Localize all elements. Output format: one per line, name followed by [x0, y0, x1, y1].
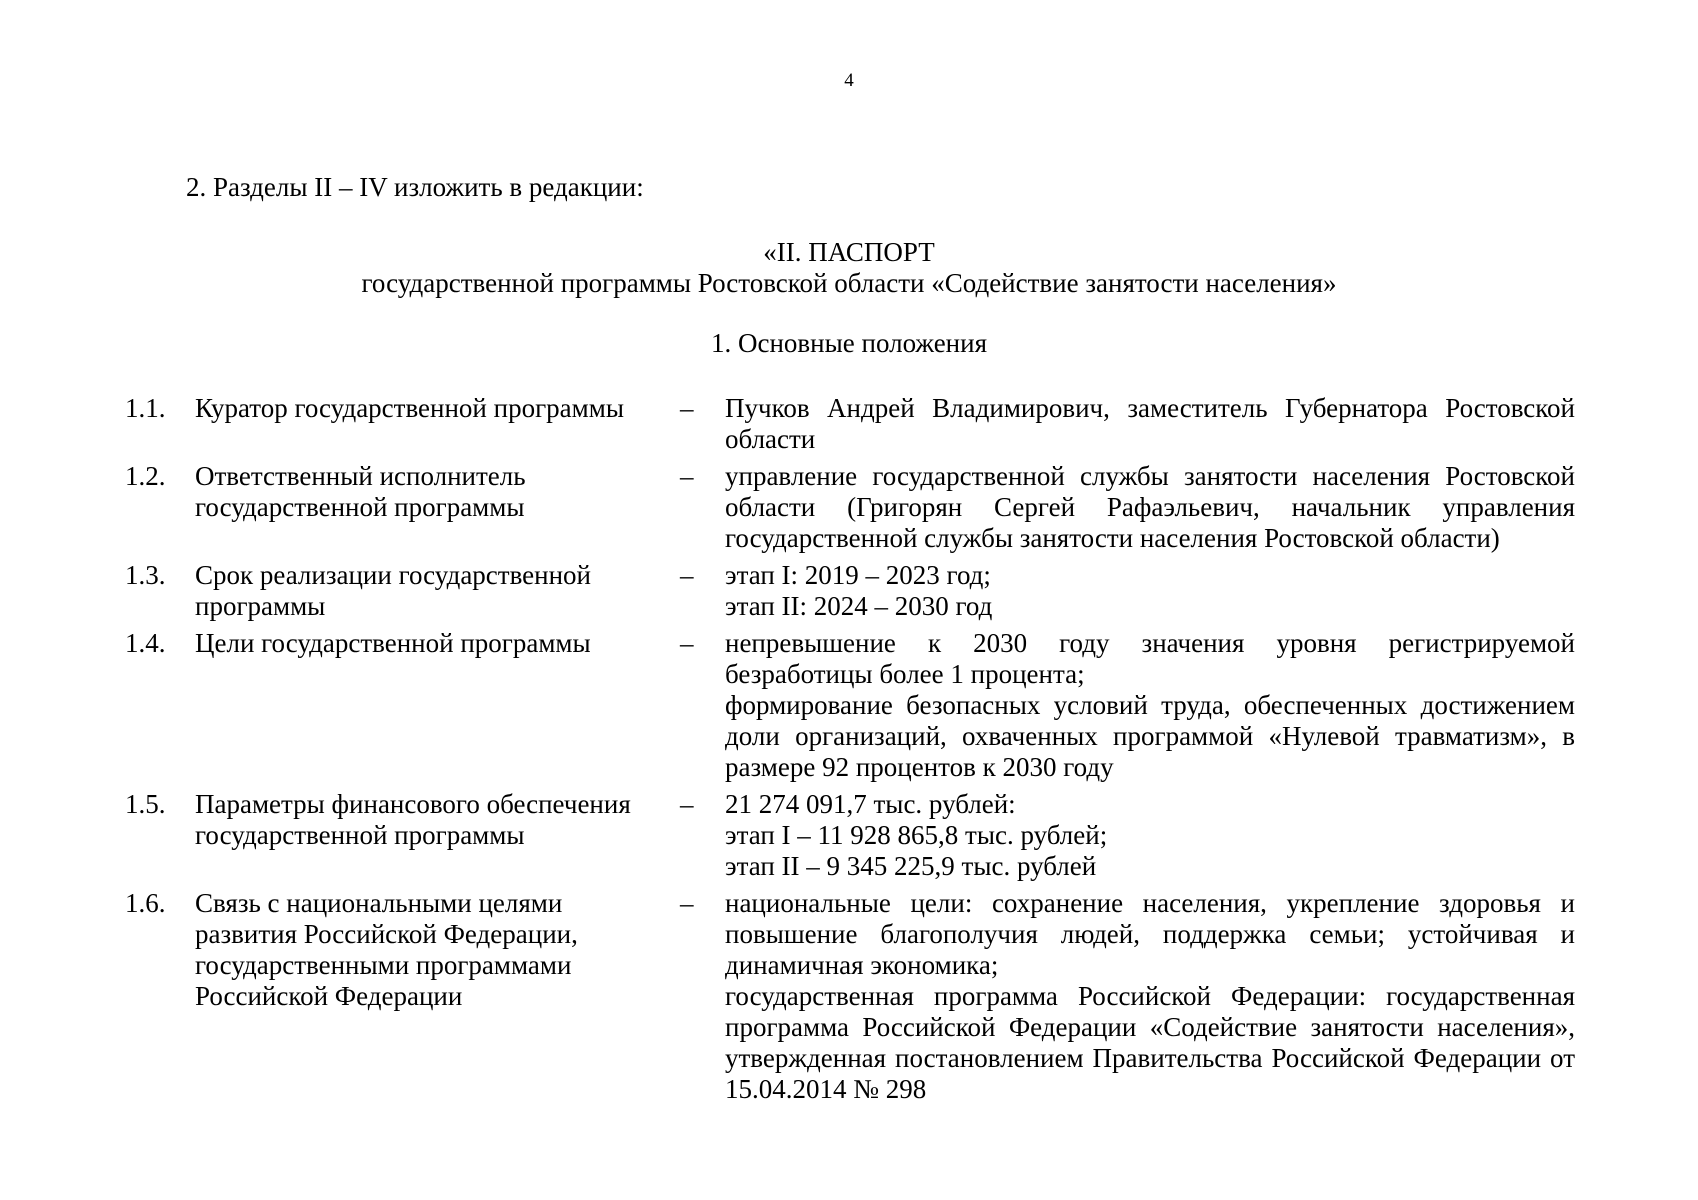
table-row	[125, 393, 1575, 455]
row-label: Куратор государственной программы	[195, 393, 624, 423]
intro-paragraph: 2. Разделы II – IV изложить в редакции:	[186, 172, 644, 202]
value-paragraph: этап I: 2019 – 2023 год;	[725, 560, 991, 590]
table-row	[125, 560, 1575, 622]
row-dash: –	[680, 461, 694, 491]
table-row	[125, 789, 1575, 882]
passport-table	[125, 393, 1575, 1111]
value-paragraph: непревышение к 2030 году значения уровня регистрируемой безработицы более 1 процента;	[725, 628, 1575, 689]
row-dash: –	[680, 560, 694, 590]
value-paragraph: этап I – 11 928 865,8 тыс. рублей;	[725, 820, 1108, 850]
page-number: 4	[844, 70, 854, 91]
row-label: Цели государственной программы	[195, 628, 591, 658]
value-paragraph: управление государственной службы занятости населения Ростовской области (Григорян Сергей Рафаэльевич, начальник управления государственной службы занятости населения Ростовской области)	[725, 461, 1575, 553]
row-value	[725, 789, 1575, 882]
value-paragraph: Пучков Андрей Владимирович, заместитель Губернатора Ростовской области	[725, 393, 1575, 454]
subsection-title: 1. Основные положения	[711, 328, 987, 358]
value-paragraph: этап II: 2024 – 2030 год	[725, 591, 993, 621]
row-label: Связь с национальными целями развития Российской Федерации, государственными программами Российской Федерации	[195, 888, 578, 1011]
row-number: 1.5.	[125, 789, 166, 819]
value-paragraph: формирование безопасных условий труда, обеспеченных достижением доли организаций, охваченных программой «Нулевой травматизм», в размере 92 процентов к 2030 году	[725, 690, 1575, 782]
row-value	[725, 461, 1575, 554]
row-label: Параметры финансового обеспечения государственной программы	[195, 789, 631, 850]
row-dash: –	[680, 888, 694, 918]
table-row	[125, 461, 1575, 554]
row-label: Ответственный исполнитель государственной программы	[195, 461, 526, 522]
row-dash: –	[680, 789, 694, 819]
row-value	[725, 393, 1575, 455]
section-subtitle: государственной программы Ростовской области «Содействие занятости населения»	[361, 268, 1337, 298]
section-title: «II. ПАСПОРТ	[763, 237, 935, 267]
row-value	[725, 560, 1575, 622]
value-paragraph: 21 274 091,7 тыс. рублей:	[725, 789, 1016, 819]
row-value	[725, 888, 1575, 1105]
row-number: 1.1.	[125, 393, 166, 423]
value-paragraph: национальные цели: сохранение населения, укрепление здоровья и повышение благополучия людей, поддержка семьи; устойчивая и динамичная экономика;	[725, 888, 1575, 980]
table-row	[125, 628, 1575, 783]
row-label: Срок реализации государственной программы	[195, 560, 592, 621]
row-value	[725, 628, 1575, 783]
value-paragraph: государственная программа Российской Федерации: государственная программа Российской Федерации «Содействие занятости населения», утвержденная постановлением Правительства Российской Федерации от 15.04.2014 № 298	[725, 981, 1575, 1104]
row-dash: –	[680, 628, 694, 658]
row-number: 1.6.	[125, 888, 166, 918]
value-paragraph: этап II – 9 345 225,9 тыс. рублей	[725, 851, 1097, 881]
row-number: 1.3.	[125, 560, 166, 590]
section-heading	[0, 237, 1698, 299]
row-number: 1.2.	[125, 461, 166, 491]
row-number: 1.4.	[125, 628, 166, 658]
row-dash: –	[680, 393, 694, 423]
table-row	[125, 888, 1575, 1105]
